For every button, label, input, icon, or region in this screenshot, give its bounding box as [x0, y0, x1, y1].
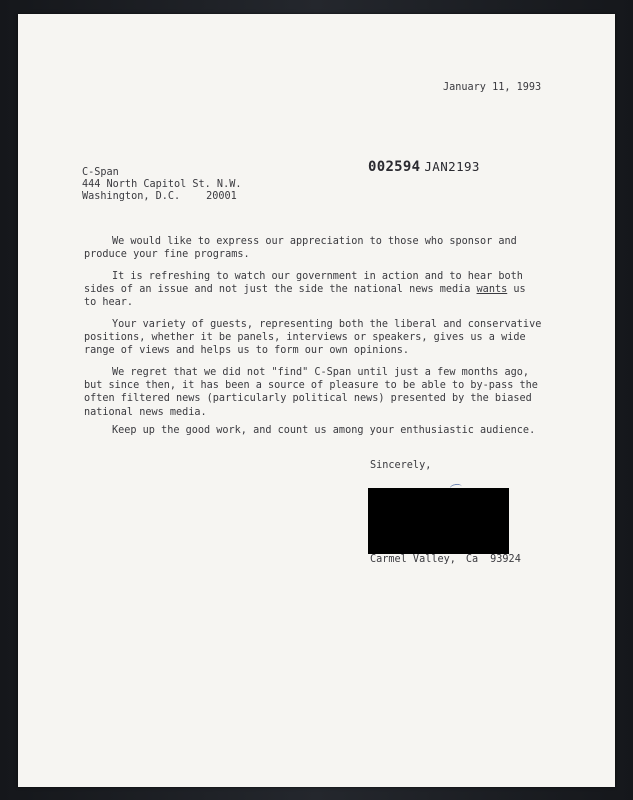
paragraph-line — [84, 283, 554, 296]
redacted-signature — [368, 488, 509, 554]
sender-state: Ca — [465, 554, 479, 565]
paragraph-1 — [84, 235, 554, 261]
line-text: us — [507, 284, 526, 296]
paragraph-line: produce your fine programs. — [84, 249, 250, 261]
sender-location — [370, 553, 521, 566]
paragraph-line: Your variety of guests, representing both the liberal and conservative — [112, 319, 542, 330]
recipient-street: 444 North Capitol St. N.W. — [82, 179, 242, 190]
letter-date: January 11, 1993 — [443, 82, 542, 93]
paragraph-line: positions, whether it be panels, interviews or speakers, gives us a wide — [84, 332, 526, 344]
paragraph-line: but since then, it has been a source of pleasure to be able to by-pass the — [84, 380, 538, 392]
paragraph-5 — [84, 424, 554, 437]
recipient-zip: 20001 — [206, 191, 237, 202]
paragraph-line: Keep up the good work, and count us among your enthusiastic audience. — [112, 425, 536, 436]
paragraph-line: It is refreshing to watch our government in action and to hear both — [112, 271, 523, 282]
paragraph-line: range of views and helps us to form our own opinions. — [84, 345, 410, 357]
paragraph-line: to hear. — [84, 297, 134, 309]
paragraph-2 — [84, 270, 554, 310]
paragraph-line: We would like to express our appreciation to those who sponsor and — [112, 236, 517, 247]
sender-city: Carmel Valley, — [370, 554, 456, 565]
recipient-city-line — [82, 190, 237, 203]
stamp-number: 002594 — [368, 159, 421, 175]
sender-zip: 93924 — [490, 554, 521, 565]
receipt-stamp — [368, 156, 480, 175]
paragraph-4 — [84, 366, 554, 419]
paragraph-line: national news media. — [84, 406, 207, 418]
paragraph-line: We regret that we did not "find" C-Span until just a few months ago, — [112, 367, 530, 378]
stamp-date: JAN2193 — [424, 159, 480, 174]
closing: Sincerely, — [370, 460, 432, 471]
paragraph-3 — [84, 318, 554, 358]
paragraph-line: often filtered news (particularly political news) presented by the biased — [84, 393, 532, 405]
line-text: sides of an issue and not just the side the national news media — [84, 284, 477, 296]
letter-page — [18, 14, 615, 787]
recipient-name: C-Span — [82, 167, 119, 178]
recipient-city: Washington, D.C. — [82, 191, 181, 202]
underlined-word: wants — [476, 284, 508, 296]
